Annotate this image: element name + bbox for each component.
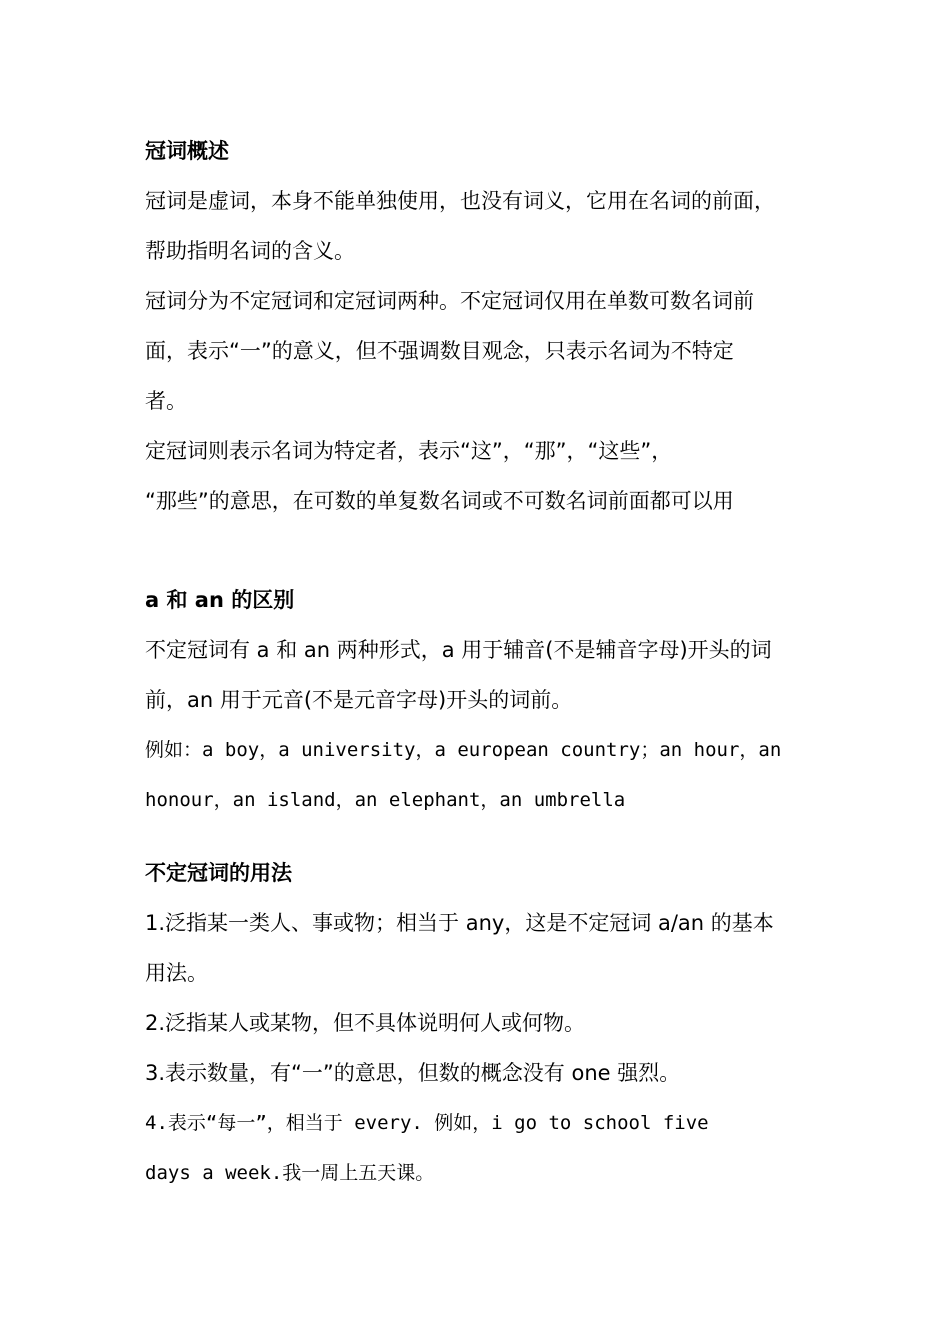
list-item-line: 用法。: [145, 961, 208, 985]
paragraph-line: “那些”的意思，在可数的单复数名词或不可数名词前面都可以用: [145, 489, 734, 513]
section-heading-a-an-difference: a 和 an 的区别: [145, 588, 295, 612]
paragraph-line: 面，表示“一”的意义，但不强调数目观念，只表示名词为不特定: [145, 339, 734, 363]
paragraph-line: 不定冠词有 a 和 an 两种形式，a 用于辅音(不是辅音字母)开头的词: [145, 638, 772, 662]
example-line: honour，an island，an elephant，an umbrella: [145, 789, 626, 811]
section-heading-article-overview: 冠词概述: [145, 139, 229, 163]
list-item-line: 4.表示“每一”，相当于 every. 例如，i go to school five: [145, 1112, 709, 1134]
paragraph-line: 冠词是虚词，本身不能单独使用，也没有词义，它用在名词的前面，: [145, 189, 775, 213]
example-line: 例如：a boy，a university，a european country；an hour，an: [145, 739, 782, 761]
list-item-line: 1.泛指某一类人、事或物；相当于 any，这是不定冠词 a/an 的基本: [145, 911, 774, 935]
paragraph-line: 者。: [145, 389, 187, 413]
list-item-line: days a week.我一周上五天课。: [145, 1162, 435, 1184]
paragraph-line: 定冠词则表示名词为特定者，表示“这”，“那”，“这些”，: [145, 439, 673, 463]
list-item-line: 2.泛指某人或某物，但不具体说明何人或何物。: [145, 1011, 586, 1035]
paragraph-line: 前，an 用于元音(不是元音字母)开头的词前。: [145, 688, 573, 712]
paragraph-line: 冠词分为不定冠词和定冠词两种。不定冠词仅用在单数可数名词前: [145, 289, 754, 313]
paragraph-line: 帮助指明名词的含义。: [145, 239, 355, 263]
section-heading-indefinite-article-usage: 不定冠词的用法: [145, 861, 292, 885]
list-item-line: 3.表示数量，有“一”的意思，但数的概念没有 one 强烈。: [145, 1061, 681, 1085]
